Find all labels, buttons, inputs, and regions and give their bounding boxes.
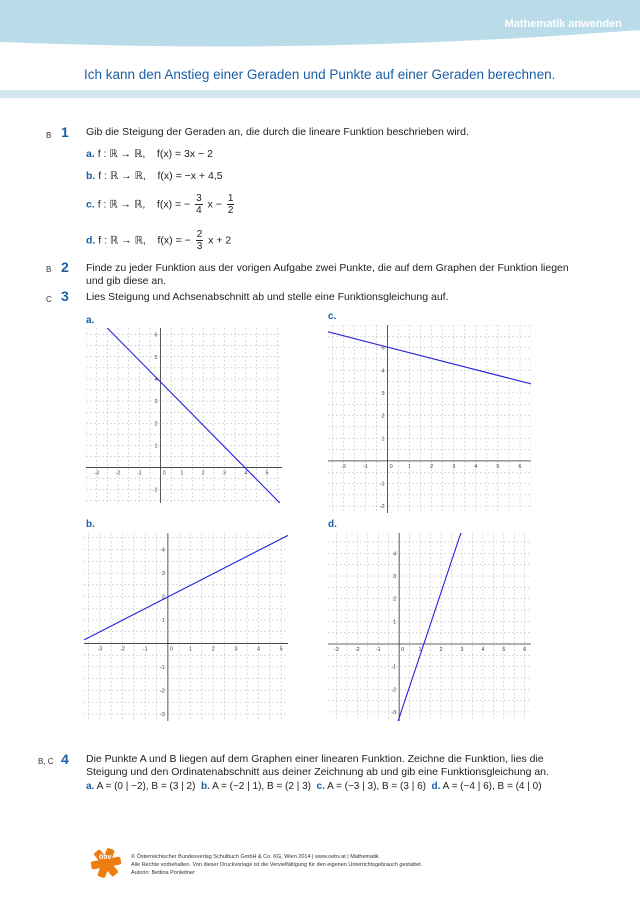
y-tick-label: -1 <box>391 664 397 671</box>
x-tick-label: 1 <box>408 463 412 470</box>
task1-item-c: c. f : ℝ → ℝ, f(x) = − $\frac{3}{4}$ x − $\frac{1}{2}$ <box>86 193 234 216</box>
task-number: 4 <box>61 751 69 767</box>
y-tick-label: -1 <box>152 487 158 494</box>
y-tick-label: 2 <box>161 594 165 601</box>
x-tick-label: -1 <box>363 463 368 470</box>
fraction: $\frac{3}{4}$ <box>196 193 202 216</box>
footer-copyright: © Österreichischer Bundesverlag Schulbuch GmbH & Co. KG, Wien 2014 | www.oebv.at | Mathematik Alle Rechte vorbehalten. Von dieser Druckvorlage ist die Vervielfältigung für den eigenen Unterrichtsgebrauch gestattet. Autorin: Bettina Ponleitner <box>131 854 423 876</box>
item-label: c. <box>316 781 325 792</box>
y-tick-label: 6 <box>154 332 158 339</box>
y-tick-label: -1 <box>159 664 165 671</box>
point-pair: A = (0 | −2), B = (3 | 2) <box>96 781 196 792</box>
y-tick-label: -3 <box>159 711 165 718</box>
x-tick-label: -2 <box>354 646 360 653</box>
y-tick-label: 5 <box>381 345 385 352</box>
y-tick-label: 4 <box>393 551 397 558</box>
task1-item-b <box>86 170 223 182</box>
graph-label: d. <box>328 519 337 530</box>
x-tick-label: 5 <box>279 646 283 653</box>
publisher-logo <box>88 846 124 880</box>
function-def: f : ℝ → ℝ, <box>98 170 146 182</box>
function-expr: f(x) = − <box>156 198 191 211</box>
item-label: d. <box>86 234 96 247</box>
item-label: b. <box>86 170 96 182</box>
task-number: 3 <box>61 288 69 304</box>
function-expr: f(x) = 3x − 2 <box>156 148 213 160</box>
task-text: Lies Steigung und Achsenabschnitt ab und stelle eine Funktionsgleichung auf. <box>86 291 449 303</box>
function-def: f : ℝ → ℝ, <box>97 148 146 160</box>
x-tick-label: -1 <box>142 646 148 653</box>
y-tick-label: 3 <box>161 570 165 577</box>
x-tick-label: 1 <box>180 470 184 477</box>
x-tick-label: 5 <box>265 470 269 477</box>
y-tick-label: 3 <box>393 574 397 581</box>
item-label: a. <box>86 148 95 160</box>
x-tick-label: 3 <box>452 463 456 470</box>
item-label: c. <box>86 198 95 211</box>
task-level: B <box>46 265 52 274</box>
task1-item-d: d. f : ℝ → ℝ, f(x) = − $\frac{2}{3}$ x + 2 <box>86 229 232 252</box>
x-tick-label: 5 <box>502 646 506 653</box>
x-tick-label: 3 <box>460 646 464 653</box>
topic-heading: Ich kann den Anstieg einer Geraden und Punkte auf einer Geraden berechnen. <box>84 67 556 82</box>
graph-label: b. <box>86 519 95 530</box>
x-tick-label: 6 <box>518 463 522 470</box>
y-tick-label: 4 <box>154 376 158 383</box>
svg-text:öbv: öbv <box>99 854 112 861</box>
x-tick-label: 3 <box>222 470 227 477</box>
x-tick-label: 4 <box>474 463 478 470</box>
task-number: 2 <box>61 259 69 275</box>
origin-label: 0 <box>169 646 173 653</box>
function-line <box>84 535 288 640</box>
x-tick-label: -3 <box>333 646 339 653</box>
y-tick-label: -2 <box>379 504 385 511</box>
origin-label: 0 <box>401 646 405 653</box>
function-expr: f(x) = −x + 4,5 <box>157 170 223 182</box>
function-line <box>328 332 531 384</box>
x-tick-label: -2 <box>115 470 121 477</box>
topic-divider <box>0 90 640 98</box>
y-tick-label: -2 <box>391 687 397 694</box>
y-tick-label: 4 <box>161 547 165 554</box>
function-def: f : ℝ → ℝ, <box>98 234 146 247</box>
header-banner <box>0 0 640 70</box>
y-tick-label: 1 <box>161 617 165 624</box>
fraction: $\frac{2}{3}$ <box>196 229 203 252</box>
x-tick-label: -3 <box>94 470 100 477</box>
function-line <box>107 328 280 503</box>
task4-items <box>86 781 542 792</box>
x-tick-label: 2 <box>439 646 443 653</box>
item-label: a. <box>86 781 95 792</box>
task-text: Finde zu jeder Funktion aus der vorigen Aufgabe zwei Punkte, die auf dem Graphen der Funktion liegen und gib diese an. <box>86 262 569 287</box>
task1-item-a <box>86 148 213 160</box>
origin-label: 0 <box>162 470 166 477</box>
x-tick-label: 4 <box>244 470 248 477</box>
item-label: b. <box>201 781 210 792</box>
point-pair: A = (−3 | 3), B = (3 | 6) <box>327 781 426 792</box>
y-tick-label: 2 <box>154 421 158 428</box>
x-tick-label: -3 <box>97 646 103 653</box>
x-tick-label: 2 <box>201 470 205 477</box>
x-tick-label: -2 <box>120 646 125 653</box>
point-pair: A = (−2 | 1), B = (2 | 3) <box>212 781 311 792</box>
point-pair: A = (−4 | 6), B = (4 | 0) <box>442 781 542 792</box>
x-tick-label: 4 <box>257 646 261 653</box>
y-tick-label: 3 <box>381 390 385 397</box>
function-line <box>398 533 464 721</box>
x-tick-label: -1 <box>136 470 142 477</box>
y-tick-label: 3 <box>154 399 158 406</box>
x-tick-label: 3 <box>234 646 238 653</box>
origin-label: 0 <box>389 463 393 470</box>
task-number: 1 <box>61 124 69 140</box>
function-expr: f(x) = − <box>157 234 191 247</box>
x-tick-label: 2 <box>211 646 215 653</box>
y-tick-label: 1 <box>154 443 158 450</box>
x-tick-label: 5 <box>496 463 500 470</box>
y-tick-label: -2 <box>159 688 165 695</box>
y-tick-label: 1 <box>381 436 385 443</box>
y-tick-label: 1 <box>393 619 397 626</box>
y-tick-label: 4 <box>381 368 385 375</box>
function-def: f : ℝ → ℝ, <box>97 198 146 211</box>
task-level: B <box>46 131 52 140</box>
graph-label: a. <box>86 315 95 326</box>
x-tick-label: 1 <box>189 646 193 653</box>
section-title: Mathematik anwenden <box>504 18 622 30</box>
graph-c <box>328 325 531 513</box>
x-tick-label: -1 <box>375 646 381 653</box>
task-text: Die Punkte A und B liegen auf dem Graphen einer linearen Funktion. Zeichne die Funktion, lies die Steigung und den Ordinatenabschnitt aus deiner Zeichnung ab und gib eine Funktionsgleichung an. <box>86 753 549 778</box>
graph-label: c. <box>328 311 337 322</box>
task-text: Gib die Steigung der Geraden an, die durch die lineare Funktion beschrieben wird. <box>86 126 469 138</box>
x-tick-label: 6 <box>523 646 527 653</box>
y-tick-label: 2 <box>381 413 385 420</box>
graph-b <box>84 533 288 721</box>
y-tick-label: 2 <box>393 596 397 603</box>
x-tick-label: -2 <box>341 463 346 470</box>
x-tick-label: 2 <box>430 463 434 470</box>
item-label: d. <box>431 781 441 792</box>
y-tick-label: -3 <box>391 709 397 716</box>
x-tick-label: 1 <box>418 646 422 653</box>
y-tick-label: 5 <box>154 354 158 361</box>
y-tick-label: -1 <box>379 481 385 488</box>
task-level: B, C <box>38 757 54 766</box>
graph-a <box>86 328 282 503</box>
x-tick-label: 4 <box>481 646 485 653</box>
fraction: $\frac{1}{2}$ <box>227 193 234 216</box>
task-level: C <box>46 295 52 304</box>
graph-d <box>328 533 531 721</box>
